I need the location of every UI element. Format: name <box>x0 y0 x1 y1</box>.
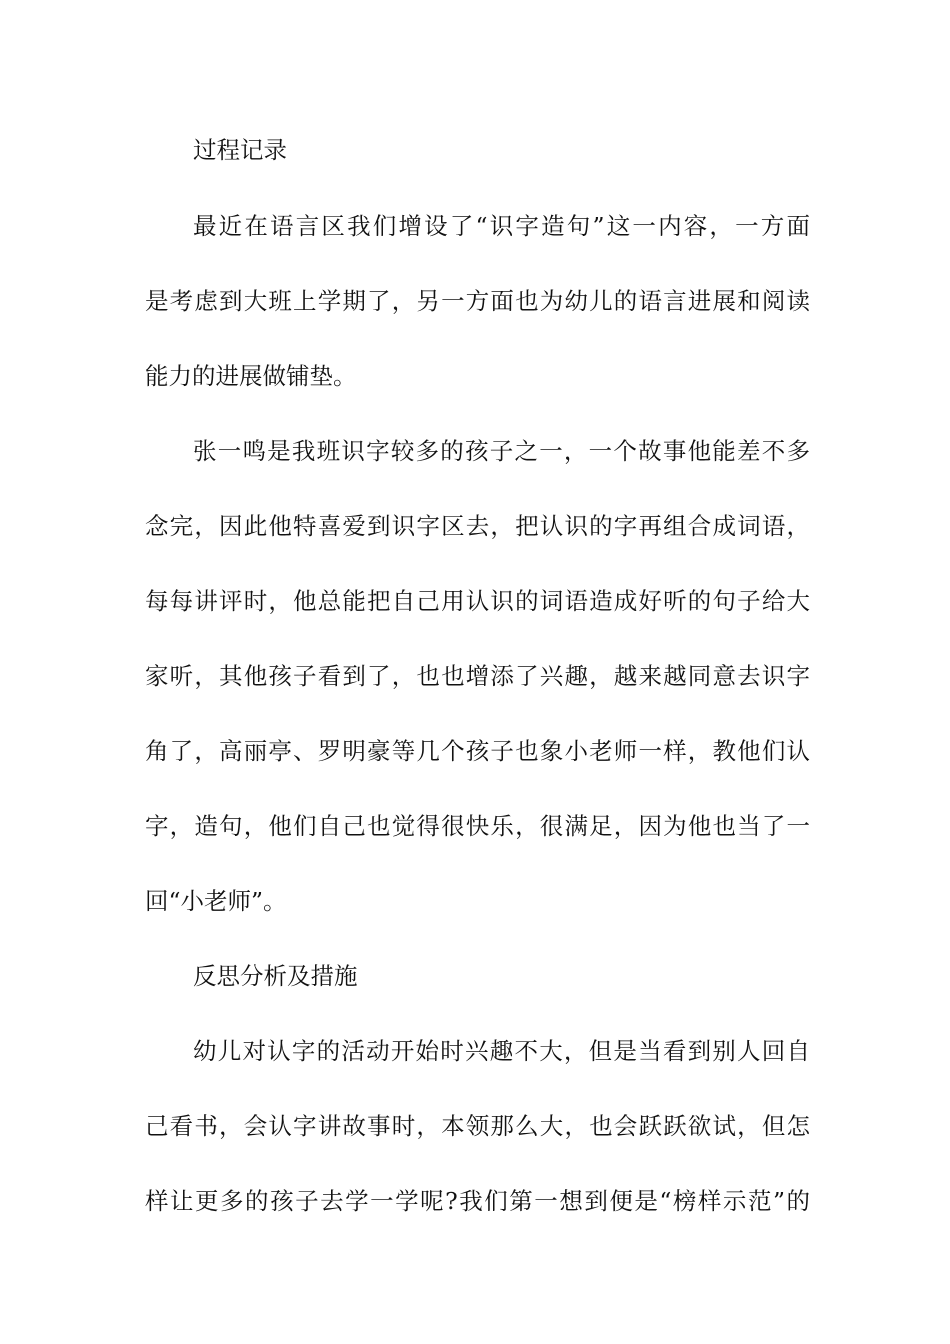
paragraph-line: 回“小老师”。 <box>145 887 287 915</box>
paragraph-line: 能力的进展做铺垫。 <box>145 362 357 390</box>
section-heading-reflection: 反思分析及措施 <box>193 962 358 990</box>
paragraph-line: 张一鸣是我班识字较多的孩子之一，一个故事他能差不多 <box>193 437 810 465</box>
paragraph-line: 家听，其他孩子看到了，也也增添了兴趣，越来越同意去识字 <box>145 662 810 690</box>
paragraph-line: 念完，因此他特喜爱到识字区去，把认识的字再组合成词语， <box>145 512 810 540</box>
paragraph-line: 每每讲评时，他总能把自己用认识的词语造成好听的句子给大 <box>145 587 810 615</box>
paragraph-line: 是考虑到大班上学期了，另一方面也为幼儿的语言进展和阅读 <box>145 287 810 315</box>
paragraph-line: 字，造句，他们自己也觉得很快乐，很满足，因为他也当了一 <box>145 812 810 840</box>
paragraph-line: 角了，高丽亭、罗明豪等几个孩子也象小老师一样，教他们认 <box>145 737 810 765</box>
section-heading-process-record: 过程记录 <box>193 136 287 164</box>
paragraph-line: 己看书，会认字讲故事时，本领那么大，也会跃跃欲试，但怎 <box>145 1112 810 1140</box>
paragraph-line: 幼儿对认字的活动开始时兴趣不大，但是当看到别人回自 <box>193 1037 810 1065</box>
paragraph-line: 最近在语言区我们增设了“识字造句”这一内容，一方面 <box>193 212 810 240</box>
paragraph-line: 样让更多的孩子去学一学呢?我们第一想到便是“榜样示范”的 <box>145 1187 810 1215</box>
